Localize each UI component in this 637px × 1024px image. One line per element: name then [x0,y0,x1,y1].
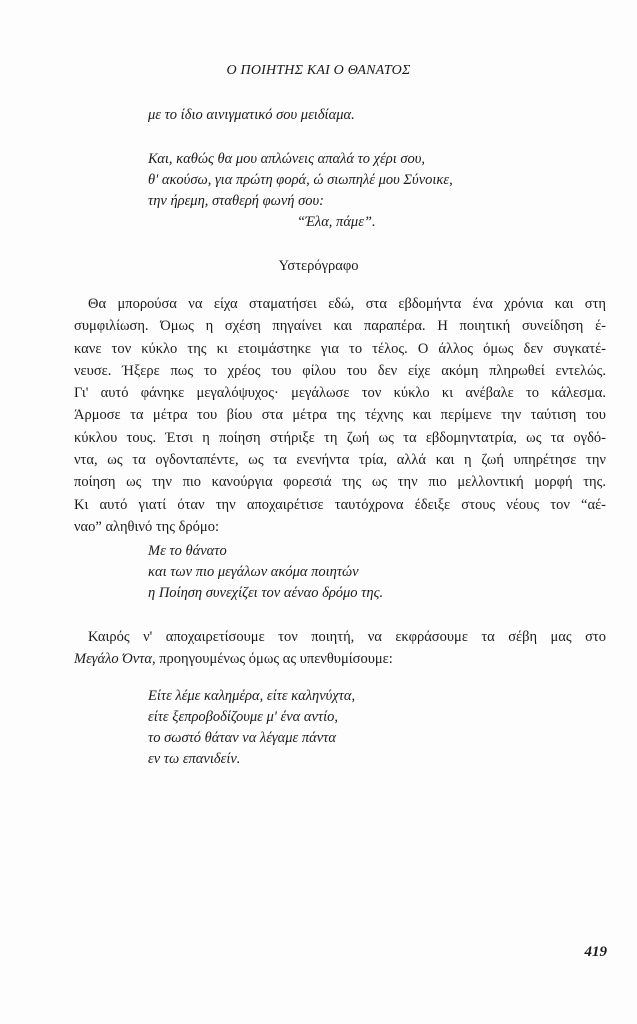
verse-line: το σωστό θάταν να λέγαμε πάντα [148,730,336,746]
paragraph-line: συμφιλίωση. Όμως η σχέση πηγαίνει και παραπέρα. Η ποιητική συνείδηση έ- [74,318,606,335]
paragraph-line: Θα μπορούσα να είχα σταματήσει εδώ, στα εβδομήντα ένα χρόνια και στη [88,296,606,312]
paragraph-line [74,648,606,670]
verse-line: η Ποίηση συνεχίζει τον αέναο δρόμο της. [148,585,384,601]
verse-line: Είτε λέμε καλημέρα, είτε καληνύχτα, [148,688,356,704]
paragraph [74,293,606,538]
verse-line: Με το θάνατο [148,543,227,559]
verse-line: εν τω επανιδείν. [148,751,241,767]
verse-line: “Έλα, πάμε”. [297,214,376,230]
italic-phrase: Μεγάλο Όντα [74,651,152,668]
running-head: Ο ΠΟΙΗΤΗΣ ΚΑΙ Ο ΘΑΝΑΤΟΣ [226,63,411,78]
verse-line: είτε ξεπροβοδίζουμε μ' ένα αντίο, [148,709,339,725]
paragraph-line: ναο” αληθινό της δρόμο: [74,518,219,535]
verse-line: θ' ακούσω, για πρώτη φορά, ώ σιωπηλέ μου Σύνοικε, [148,172,453,188]
verse-line: Και, καθώς θα μου απλώνεις απαλά το χέρι σου, [148,151,426,167]
paragraph-text: , προηγουμένως όμως ας υπενθυμίσουμε: [151,651,393,668]
verse-line: την ήρεμη, σταθερή φωνή σου: [148,193,324,209]
paragraph-line: Γι' αυτό φάνηκε μεγαλόψυχος· μεγάλωσε τον κύκλο κι ανέβαλε το κάλεσμα. [74,385,606,402]
verse-line: και των πιο μεγάλων ακόμα ποιητών [148,564,359,580]
paragraph [74,626,606,671]
paragraph-line: κύκλου τους. Έτσι η ποίηση στήριξε τη ζωή ως τα εβδομηντατρία, ως τα ογδό- [74,429,606,446]
paragraph-line: Άρμοσε τα μέτρα του βίου στα μέτρα της τέχνης και περίμενε την ταύτιση του [74,407,606,424]
section-heading: Υστερόγραφο [278,258,359,274]
paragraph-line: Καιρός ν' αποχαιρετίσουμε τον ποιητή, να εκφράσουμε τα σέβη μας στο [88,629,606,645]
paragraph-line: νευσε. Ήξερε πως το χρέος του φίλου του δεν είχε ακόμη πληρωθεί εντελώς. [74,362,606,379]
paragraph-line: Κι αυτό γιατί όταν την αποχαιρέτισε ταυτόχρονα έδειξε στους νέους τον “αέ- [74,496,606,513]
paragraph-line: ποίηση ως την πιο κανούργια φορεσιά της ως την πιο μελλοντική μορφή της. [74,474,606,491]
page-number: 419 [584,944,607,960]
paragraph-line: ντα, ως τα ογδονταπέντε, ως τα ενενήντα τρία, αλλά και η ζωή υπηρέτησε την [74,452,606,469]
verse-line: με το ίδιο αινιγματικό σου μειδίαμα. [148,107,355,123]
paragraph-line: κανε τον κύκλο της κι ετοιμάστηκε για το τέλος. Ο άλλος όμως δεν συγκατέ- [74,340,606,357]
